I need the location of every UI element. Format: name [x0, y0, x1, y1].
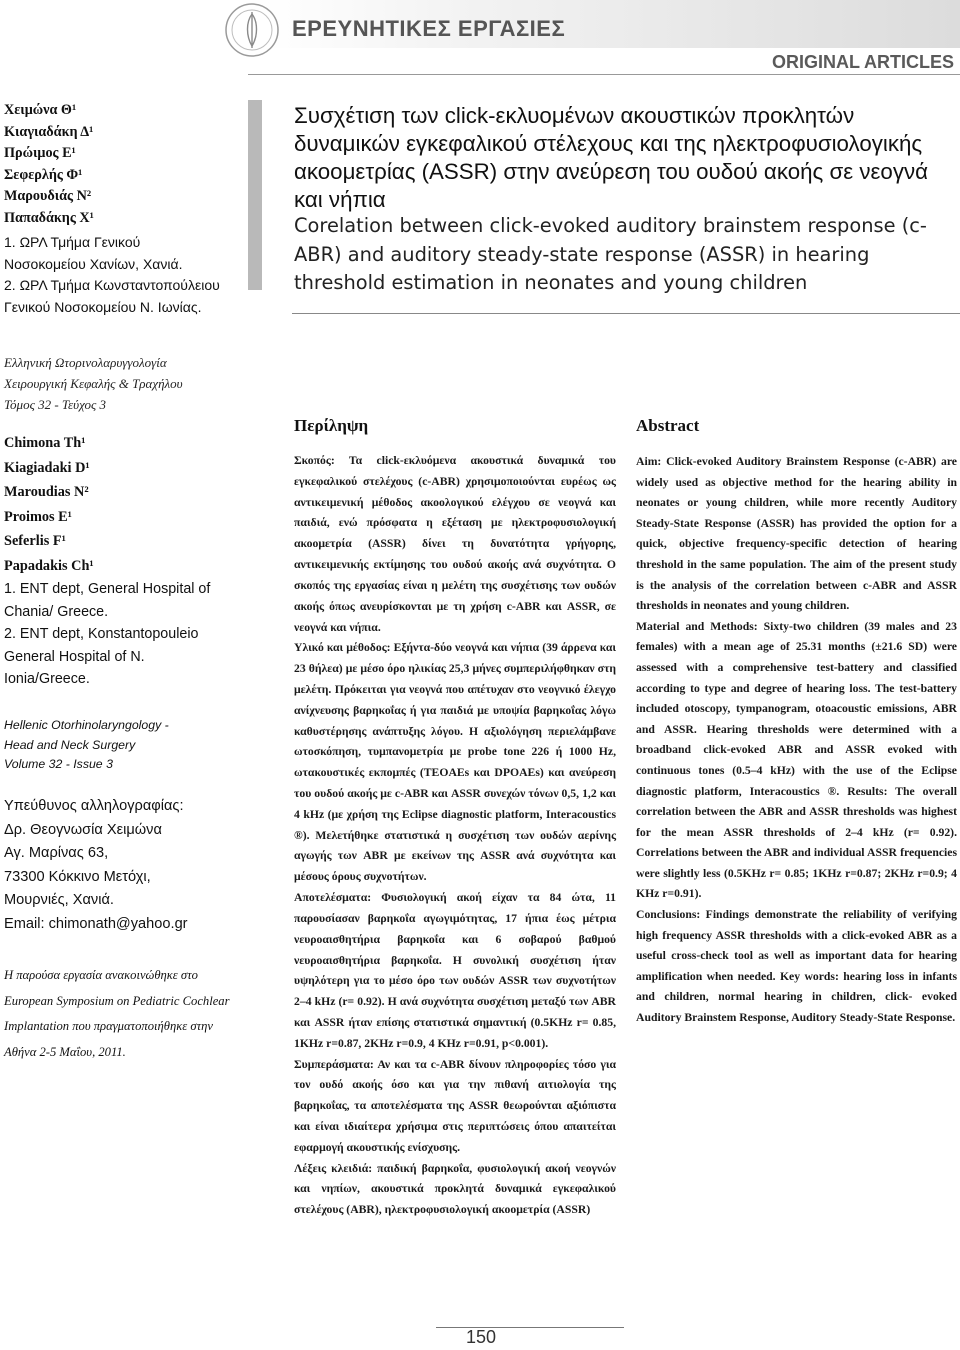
- affiliation-line: 2. ΩΡΛ Τμήμα Κωνσταντοπούλειου: [4, 277, 220, 294]
- author-line: Proimos E¹: [4, 508, 72, 525]
- article-title-english: Corelation between click-evoked auditory brainstem response (c-ABR) and auditory steady-state response (ASSR) in hearing threshold estimation in neonates and young children: [294, 214, 927, 294]
- society-emblem-icon: [224, 2, 280, 58]
- summary-paragraph: Αποτελέσματα: Φυσιολογική ακοή είχαν τα 84 ώτα, 11 παρουσίασαν βαρηκοΐα αγωγιμότητας, 17 ήπια έως μέτρια νευροαισθητήρια βαρηκοΐα και 6 σοβαρού βαθμού νευροαισθητήρια βαρηκοΐα. Η συνολική συσχέτιση ήταν υψηλότερη για το μέσο όρο των ουδών ASSR των συχνοτήτων 2–4 kHz (r= 0.92). Η ανά συχνότητα συσχέτιση μεταξύ των ABR και ASSR ήταν επίσης στατιστικά σημαντική (0.5KHz r= 0.85, 1KHz r=0.87, 2KHz r=0.9, 4 KHz r=0.91, p<0.001).: [294, 891, 616, 1050]
- summary-greek: [294, 451, 616, 1221]
- note-line: Η παρούσα εργασία ανακοινώθηκε στο: [4, 968, 198, 982]
- summary-heading-greek: Περίληψη: [294, 416, 369, 435]
- abstract-paragraph: Material and Methods: Sixty-two children (39 males and 23 females) with a mean age of 25.31 months (±21.6 SD) were assessed with a comprehensive test-battery and classified according to type and degree of hearing loss. The test-battery included otoscopy, tympanogram, otoacoustic emissions, ABR and ASSR. Hearing thresholds were determined with a broadband click-evoked ABR and ASSR evoked with continuous tones (0.5–4 kHz) with the use of the Eclipse diagnostic platform, Interacoustics ®. Results: The overall correlation between the ABR and ASSR thresholds was highest for the mean ASSR thresholds of 2–4 kHz (r= 0.92). Correlations between the ABR and individual ASSR frequencies were slightly less (0.5KHz r= 0.85; 1KHz r=0.87; 2KHz r=0.9; 4 KHz r=0.91).: [636, 619, 957, 901]
- journal-info-greek: [4, 352, 183, 415]
- page-number-rule: [436, 1327, 624, 1328]
- affiliation-line: Ionia/Greece.: [4, 671, 90, 688]
- author-line: Σεφερλής Φ¹: [4, 166, 83, 183]
- journal-info-english: [4, 716, 169, 775]
- title-rule: [292, 313, 960, 314]
- note-line: European Symposium on Pediatric Cochlear: [4, 993, 230, 1008]
- affiliation-line: 1. ENT dept, General Hospital of: [4, 581, 211, 597]
- author-line: Papadakis Ch¹: [4, 557, 94, 574]
- affiliation-line: Chania/ Greece.: [4, 603, 109, 620]
- affiliations-greek: [4, 232, 220, 318]
- abstract-paragraph: Conclusions: Findings demonstrate the reliability of verifying high frequency ASSR thresholds with a click-evoked ABR as a useful cross-check tool as well as important data for hearing amplification when needed. Key words: hearing loss in infants and children, normal hearing in children, click- evoked Auditory Brainstem Response, Auditory Steady-State Response.: [636, 908, 957, 1025]
- note-line: Implantation που πραγματοποιήθηκε στην: [4, 1019, 213, 1034]
- author-line: Maroudias N²: [4, 484, 89, 500]
- correspondence-line: Δρ. Θεογνωσία Χειμώνα: [4, 821, 162, 838]
- journal-line: Ελληνική Ωτορινολαρυγγολογία: [4, 355, 167, 370]
- affiliation-line: 1. ΩΡΛ Τμήμα Γενικού: [4, 234, 141, 250]
- affiliations-english: [4, 578, 210, 691]
- author-line: Chimona Th¹: [4, 435, 86, 451]
- summary-paragraph: Υλικό και μέθοδος: Εξήντα-δύο νεογνά και νήπια (39 άρρενα και 23 θήλεα) με μέσο όρο ηλικίας 25,3 μήνες συμπεριλήφθηκαν στη μελέτη. Πρόκειται για νεογνά που απέτυχαν στο νεογνικό έλεγχο ανίχνευσης βαρηκοΐας ή για παιδιά με υποψία βαρηκοΐας λόγω καθυστέρησης ανάπτυξης λόγου. Η αξιολόγηση περιελάμβανε ωτοσκόπηση, τυμπανομετρία με probe tone 226 ή 1000 Hz, ωτακουστικές εκπομπές (TEOAEs και DPOAEs) και ανεύρεση του ουδού ακοής με c-ABR και ASSR συνεχών τόνων 0,5, 1,2 και 4 kHz (με χρήση της Eclipse diagnostic platform, Interacoustics ®). Μελετήθηκε στατιστικά η συσχέτιση των ουδών αερίνης αγωγής των ABR με εκείνων της ASSR ανά συχνότητα και μέσους όρους συχνοτήτων.: [294, 641, 616, 884]
- section-title-greek: ΕΡΕΥΝΗΤΙΚΕΣ ΕΡΓΑΣΙΕΣ: [292, 16, 566, 41]
- correspondence-email[interactable]: Email: chimonath@yahoo.gr: [4, 915, 188, 932]
- author-line: Παπαδάκης Χ¹: [4, 209, 94, 226]
- author-line: Seferlis F¹: [4, 533, 66, 549]
- affiliation-line: 2. ENT dept, Konstantopouleio: [4, 626, 199, 643]
- journal-line: Τόμος 32 - Τεύχος 3: [4, 397, 107, 412]
- abstract-heading-english: Abstract: [636, 416, 700, 435]
- journal-line: Volume 32 - Issue 3: [4, 757, 113, 772]
- correspondence-block: [4, 795, 188, 937]
- authors-english: [4, 431, 94, 578]
- author-line: Πρώιμος Ε¹: [4, 145, 76, 161]
- page-number: 150: [466, 1327, 497, 1347]
- summary-paragraph: Λέξεις κλειδιά: παιδική βαρηκοΐα, φυσιολογική ακοή νεογνών και νηπίων, ακουστικά προκλητά δυναμικά εγκεφαλικού στελέχους (ABR), ηλεκτροφυσιολογική ακοομετρία (ASSR): [294, 1161, 616, 1217]
- section-title-english: ORIGINAL ARTICLES: [771, 52, 954, 72]
- correspondence-line: 73300 Κόκκινο Μετόχι,: [4, 868, 151, 885]
- abstract-paragraph: Aim: Click-evoked Auditory Brainstem Response (c-ABR) are widely used as objective method for the hearing ability in neonates or young children, while more recently Auditory Steady-State Response (ASSR) has provided the option for a quick, objective frequency-specific detection of hearing threshold in the same population. The aim of the present study is the analysis of the correlation between c-ABR and ASSR thresholds in neonates and young children.: [636, 455, 957, 613]
- affiliation-line: Νοσοκομείου Χανίων, Χανιά.: [4, 255, 183, 272]
- journal-line: Head and Neck Surgery: [4, 737, 136, 752]
- author-line: Μαρουδιάς Ν²: [4, 188, 92, 204]
- author-line: Kiagiadaki D¹: [4, 459, 90, 476]
- correspondence-line: Υπεύθυνος αλληλογραφίας:: [4, 798, 184, 814]
- affiliation-line: General Hospital of N.: [4, 648, 145, 665]
- note-line: Αθήνα 2-5 Μαΐου, 2011.: [4, 1044, 126, 1059]
- journal-line: Χειρουργική Κεφαλής & Τραχήλου: [4, 376, 183, 391]
- author-line: Κιαγιαδάκη Δ¹: [4, 123, 94, 140]
- summary-paragraph: Συμπεράσματα: Αν και τα c-ABR δίνουν πληροφορίες τόσο για τον ουδό ακοής όσο και για την πιθανή αιτιολογία της βαρηκοΐας, τα αποτελέσματα της ASSR θεωρούνται αξιόπιστα και είναι ιδιαίτερα χρήσιμα στις περιπτώσεις όπου απαιτείται εφαρμογή ακουστικής ενίσχυσης.: [294, 1057, 616, 1154]
- presentation-note: [4, 963, 230, 1065]
- affiliation-line: Γενικού Νοσοκομείου Ν. Ιωνίας.: [4, 298, 202, 315]
- title-side-bar: [248, 100, 262, 290]
- journal-line: Hellenic Otorhinolaryngology -: [4, 718, 169, 732]
- authors-greek: [4, 100, 94, 229]
- summary-paragraph: Σκοπός: Τα click-εκλυόμενα ακουστικά δυναμικά του εγκεφαλικού στελέχους (c-ABR) χρησιμοποιούνται ευρέως ως αντικειμενική μέθοδος ακοολογικού ελέγχου σε νεογνά και παιδιά, ενώ πρόσφατα η εξέταση με ηλεκτροφυσιολογική ακοομετρία (ASSR) δίνει τη δυνατότητα γρήγορης, αντικειμενικής εκτίμησης του ουδού ακοής ανά συχνότητα. Ο σκοπός της εργασίας είναι η μελέτη της συσχέτισης των ουδών ακοής όπως ανευρίσκονται με τη χρήση c-ABR και ASSR, σε νεογνά και νήπια.: [294, 454, 616, 634]
- header-rule: [248, 74, 960, 75]
- correspondence-line: Αγ. Μαρίνας 63,: [4, 845, 109, 862]
- author-line: Χειμώνα Θ¹: [4, 102, 77, 118]
- correspondence-line: Μουρνιές, Χανιά.: [4, 892, 114, 909]
- article-title-greek: Συσχέτιση των click-εκλυομένων ακουστικών προκλητών δυναμικών εγκεφαλικού στέλεχους και της ηλεκτροφυσιολογικής ακοομετρίας (ASSR) στην ανεύρεση του ουδού ακοής σε νεογνά και νήπια: [294, 103, 929, 212]
- abstract-english: [636, 452, 957, 1029]
